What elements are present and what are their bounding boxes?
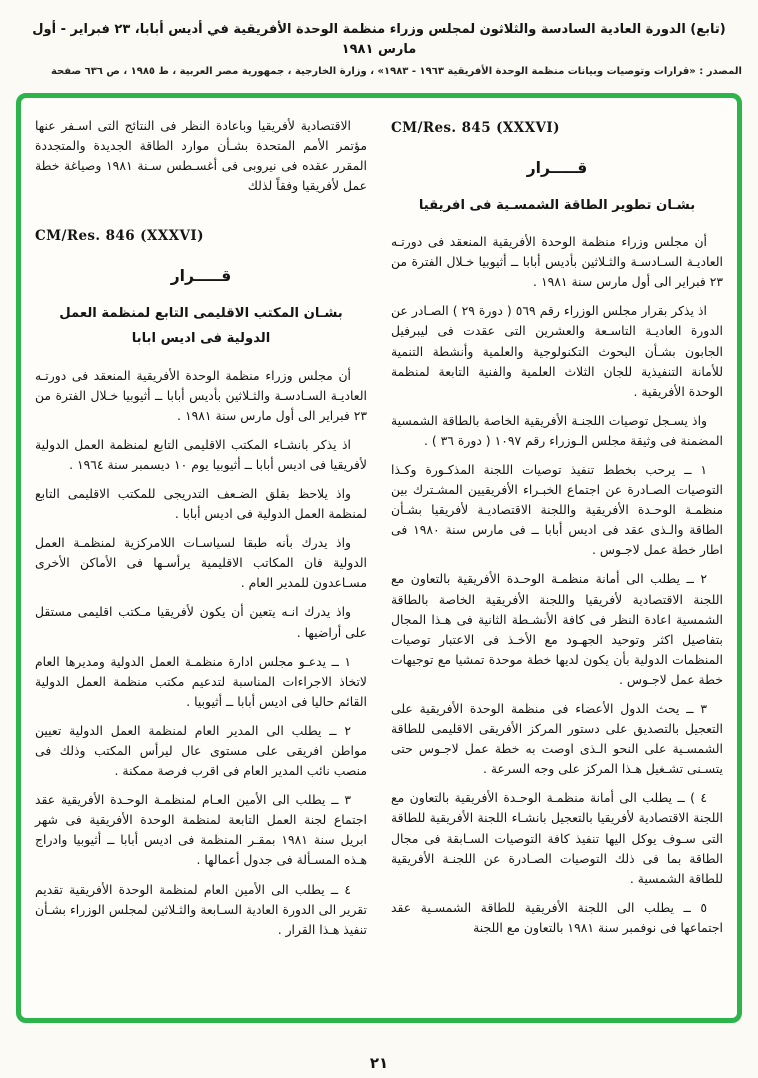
paragraph: ٢ ــ يطلب الى المدير العام لمنظمة العمل الدولية تعيين مواطن افريقى على مستوى عال ليرأس المكتب وذلك فى منصب نائب المدير العام فى اقرب فرصة ممكنة . bbox=[35, 722, 367, 779]
page-header bbox=[16, 20, 742, 77]
paragraph: ١ ــ يرحب بخطط تنفيذ توصيات اللجنة المذكـورة وكـذا التوصيات الصـادرة عن اجتماع الخبـراء الأفريقيين المشـترك بين منظمـة الوحـدة الأفريقية واللجنة الاقتصاديـة لأفريقيا بشـأن الطاقة والـذى عقد فى اديس أبابا ــ فى مارس سنة ١٩٨٠ فى اطار خطة عمل لاجـوس . bbox=[391, 461, 723, 558]
column-left-resolution-846 bbox=[35, 116, 367, 949]
paragraph: اذ يذكر بقرار مجلس الوزراء رقم ٥٦٩ ( دورة ٢٩ ) الصـادر عن الدورة العاديـة التاسـعة والعشرين التى عقدت فى ليبرفيل الجابون بشـأن البحوث التكنولوجية والعلمية وأنشطة التنمية للأمانة التنفيذية للجان الثلاث العلمية والفنية التابعة لمنظمة الوحدة الأفريقية . bbox=[391, 303, 723, 399]
paragraph: واذ يسـجل توصيات اللجنـة الأفريقية الخاصة بالطاقة الشمسية المضمنة فى وثيقة مجلس الـوزراء رقم ١٠٩٧ ( دورة ٣٦ ) . bbox=[391, 412, 723, 448]
paragraph: أن مجلس وزراء منظمة الوحدة الأفريقية المنعقد فى دورتـه العاديـة السـادسـة والثـلاثين بأديس أبابا ــ أثيوبيا خـلال الفترة من ٢٣ فبراير الى أول مارس سنة ١٩٨١ . bbox=[391, 234, 723, 290]
resolution-845-ref: CM/Res. 845 (XXXVI) bbox=[391, 120, 560, 136]
paragraph: أن مجلس وزراء منظمة الوحدة الأفريقية المنعقد فى دورتـه العاديـة السـادسـة والثـلاثين بأديس أبابا ــ أثيوبيا خـلال الفترة من ٢٣ فبراير الى أول مارس سنة ١٩٨١ . bbox=[35, 367, 367, 423]
paragraph: ٢ ــ يطلب الى أمانة منظمـة الوحـدة الأفريقية بالتعاون مع اللجنة الاقتصادية لأفريقيا واللجنة الأفريقية الخاصة بالطاقة الشمسية اعادة النظر فى كافة الأنشـطة الثانية فى هـذا المجال بتفاصيل اكثر وتوحيد الجهـود مع الأخـذ فى الاعتبار توصيات المنظمات الدولية بأن يكون لديها خطة موحدة تمشيا مع توجيهات خطة عمل لاجـوس . bbox=[391, 571, 723, 687]
paragraph: ١ ــ يدعـو مجلس ادارة منظمـة العمل الدولية ومديرها العام لاتخاذ الاجراءات المناسبة لتدعيم مكتب منظمة العمل الدولية القائم حاليا فى اديس أبابا ــ أثيوبيا . bbox=[35, 653, 367, 709]
paragraph: ٤ ــ يطلب الى الأمين العام لمنظمة الوحدة الأفريقية تقديم تقرير الى الدورة العادية السـابعة والثـلاثين لمجلس الوزراء بشـأن تنفيذ هـذا القرار . bbox=[35, 881, 367, 937]
resolution-845-title: قـــــرار bbox=[526, 158, 588, 177]
content-frame bbox=[16, 93, 742, 1023]
page-number: ٢١ bbox=[369, 1054, 389, 1072]
header-source-line: المصدر : «قرارات وتوصيات وبيانات منظمة الوحدة الأفريقية ١٩٦٣ - ١٩٨٣» ، وزارة الخارجية ، جمهورية مصر العربية ، ط ١٩٨٥ ، ص ٦٣٦ صفحة bbox=[50, 66, 742, 77]
two-column-layout bbox=[35, 116, 723, 949]
resolution-846-subtitle: بشـان المكتب الاقليمى التابع لمنظمة العمل الدولية فى اديس ابابا bbox=[59, 306, 343, 347]
paragraph: ٤ ) ــ يطلب الى أمانة منظمـة الوحـدة الأفريقية بالتعاون مع اللجنة الاقتصادية لأفريقيا بالتعجيل بانشـاء اللجنة الأفريقية للطاقة التى سـوف يوكل اليها تنفيذ كافة التوصيات السـابقة فى مجال الطاقة بما فى ذلك التوصيات الصـادرة عن اللجنـة الأفريقية للطاقة الشمسية . bbox=[391, 790, 723, 886]
continuation-paragraph: الاقتصادية لأفريقيا وباعادة النظر فى النتائج التى اسـفر عنها مؤتمر الأمم المتحدة بشـأن موارد الطاقة الجديدة والمتجددة المقرر عقده فى نيروبى فى أغسـطس سـنة ١٩٨١ وصياغة خطة عمل لأفريقيا وفقاً لذلك bbox=[35, 118, 367, 194]
paragraph: ٥ ــ يطلب الى اللجنة الأفريقية للطاقة الشمسـية عقد اجتماعها فى نوفمبر سنة ١٩٨١ بالتعاون مع اللجنة bbox=[391, 899, 723, 935]
paragraph: ٣ ــ يحث الدول الأعضاء فى منظمة الوحدة الأفريقية على التعجيل بالتصديق على دستور المركز الأفريقى الاقليمى للطاقة الشمسـية على النحو الـذى اوصت به خطة عمل لاجـوس حتى يتسـنى تشـغيل هـذا المركز على وجه السرعة . bbox=[391, 701, 723, 777]
paragraph: ٣ ــ يطلب الى الأمين العـام لمنظمـة الوحـدة الأفريقية عقد اجتماع لجنة العمل التابعة لمنظمة الوحدة الأفريقية فى شهر ابريل سنة ١٩٨١ بمقـر المنظمة فى اديس أبابا ــ أثيوبيا وادراج هـذه المسـألة فى جدول أعمالها . bbox=[35, 792, 368, 868]
paragraph: اذ يذكر بانشـاء المكتب الاقليمى التابع لمنظمة العمل الدولية لأفريقيا فى اديس أبابا ــ أثيوبيا يوم ١٠ ديسمبر سنة ١٩٦٤ . bbox=[35, 436, 367, 472]
resolution-846-ref: CM/Res. 846 (XXXVI) bbox=[35, 228, 204, 245]
header-session-title: (تابع) الدورة العادية السادسة والثلاثون لمجلس وزراء منظمة الوحدة الأفريقية في أديس أبابا، ٢٣ فبراير - أول مارس ١٩٨١ bbox=[32, 22, 726, 57]
column-right-resolution-845 bbox=[391, 116, 723, 949]
paragraph: واذ يدرك انـه يتعين أن يكون لأفريقيا مـكتب اقليمى مستقل على أراضيها . bbox=[35, 604, 367, 640]
paragraph: واذ يلاحظ بقلق الضـعف التدريجى للمكتب الاقليمى التابع لمنظمة العمل الدولية فى اديس أبابا . bbox=[35, 485, 367, 522]
resolution-846-title: قـــــرار bbox=[170, 267, 232, 286]
resolution-845-subtitle: بشـان تطوير الطاقة الشمسـية فى افريقيا bbox=[418, 197, 696, 213]
paragraph: واذ يدرك بأنه طبقا لسياسـات اللامركزية لمنظمـة العمل الدولية فان المكاتب الاقليمية يرأسـها فى الأماكن الأخرى مسـاعدون للمدير العام . bbox=[35, 535, 367, 591]
